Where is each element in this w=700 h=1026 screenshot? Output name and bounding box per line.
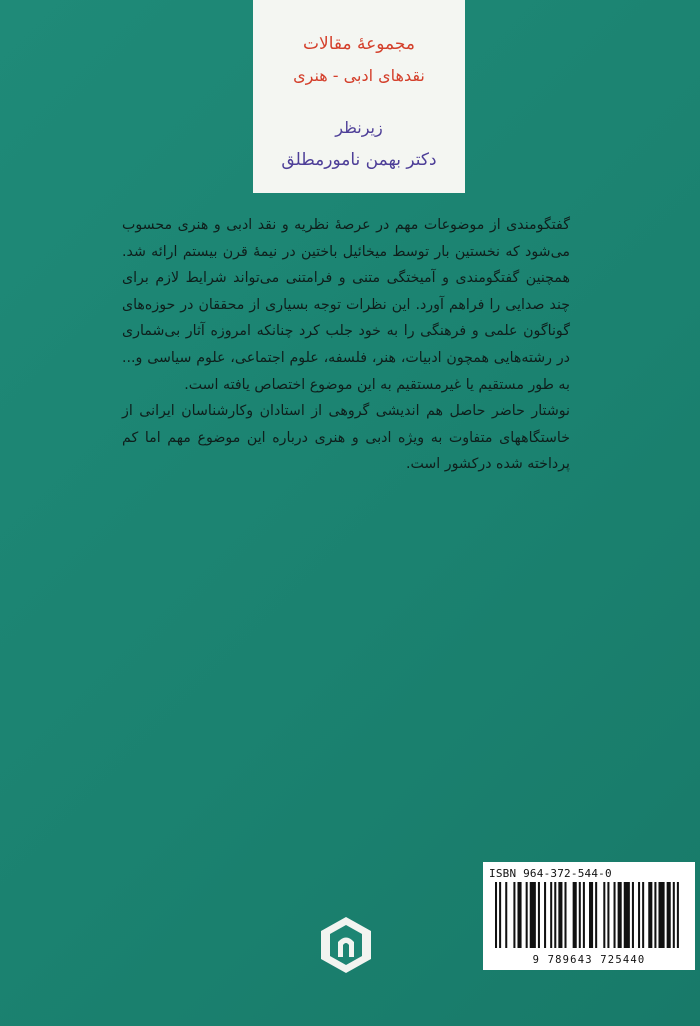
- barcode-box: [483, 862, 695, 970]
- description-text: [122, 212, 570, 478]
- editor-name: دکتر بهمن نامورمطلق: [281, 150, 437, 170]
- title-panel: [253, 0, 465, 193]
- book-title: مجموعهٔ مقالات: [303, 34, 415, 54]
- description-paragraph-2: نوشتار حاضر حاصل هم اندیشی گروهی از استادان وکارشناسان ایرانی از خاستگاههای متفاوت به ویژه ادبی و هنری درباره این موضوع مهم اما کم پرداخته شده درکشور است.: [122, 403, 570, 473]
- description-paragraph-1: گفتگومندی از موضوعات مهم در عرصهٔ نظریه و نقد ادبی و هنری محسوب می‌شود که نخستین بار توسط میخائیل باختین در نیمهٔ قرن بیستم ارائه شد. همچنین گفتگومندی و آمیختگی متنی و فرامتنی می‌تواند شرایط لازم برای چند صدایی را فراهم آورد. این نظرات توجه بسیاری از محققان در حوزه‌های گوناگون علمی و فرهنگی را به خود جلب کرد چنانکه امروزه آثار بی‌شماری در رشته‌هایی همچون ادبیات، هنر، فلسفه، علوم اجتماعی، علوم سیاسی و... به طور مستقیم یا غیرمستقیم به این موضوع اختصاص یافته است.: [122, 217, 570, 393]
- editor-label: زیرنظر: [335, 118, 383, 137]
- book-subtitle: نقدهای ادبی - هنری: [293, 66, 425, 85]
- ean-digits: 9 789643 725440: [532, 954, 646, 966]
- publisher-logo-icon: [316, 915, 376, 975]
- barcode-bars: [495, 882, 683, 948]
- isbn-label: ISBN 964-372-544-0: [489, 867, 612, 880]
